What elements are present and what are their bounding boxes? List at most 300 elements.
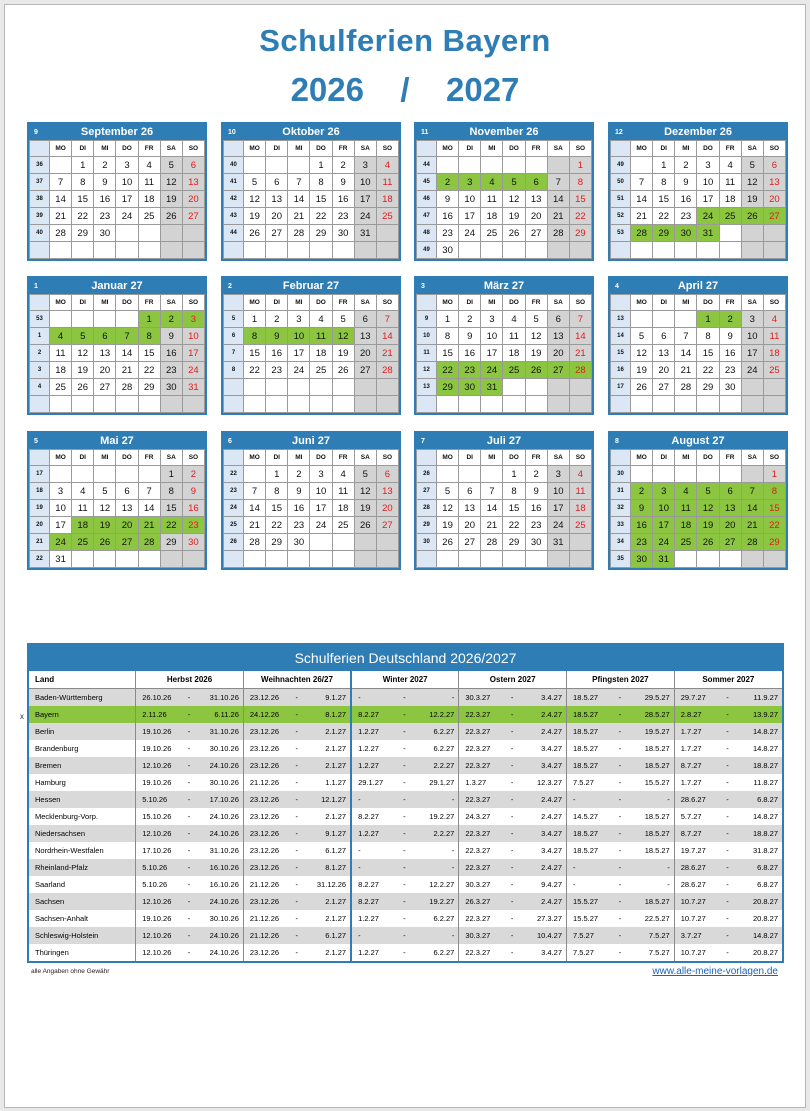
weekday-label: SO xyxy=(376,295,398,311)
day-cell: 9 xyxy=(675,174,697,191)
day-cell xyxy=(525,379,547,396)
day-cell: 19 xyxy=(525,345,547,362)
start-date: 7.5.27 xyxy=(567,774,614,791)
start-date: 22.3.27 xyxy=(459,706,506,723)
day-cell: 14 xyxy=(50,191,72,208)
day-cell: 10 xyxy=(288,328,310,345)
week-number: 14 xyxy=(611,328,631,345)
day-cell: 21 xyxy=(50,208,72,225)
month-calendar xyxy=(27,431,207,570)
day-cell: 17 xyxy=(354,191,376,208)
start-date: 22.3.27 xyxy=(459,859,506,876)
start-date: 29.7.27 xyxy=(674,689,721,707)
start-date: 1.2.27 xyxy=(351,910,398,927)
calendar-week-row xyxy=(417,191,592,208)
calendar-week-row xyxy=(611,362,786,379)
start-date: 8.7.27 xyxy=(674,825,721,842)
end-date: 6.11.26 xyxy=(195,706,243,723)
day-cell: 18 xyxy=(138,191,160,208)
weekday-label: DO xyxy=(310,295,332,311)
day-cell xyxy=(547,242,569,259)
week-number: 7 xyxy=(224,345,244,362)
day-cell: 22 xyxy=(653,208,675,225)
calendar-week-row xyxy=(611,534,786,551)
calendar-week-row xyxy=(224,157,399,174)
week-number: 37 xyxy=(30,174,50,191)
day-cell xyxy=(332,396,354,413)
day-cell: 28 xyxy=(116,379,138,396)
day-cell: 14 xyxy=(376,328,398,345)
day-cell: 20 xyxy=(763,191,785,208)
day-cell: 10 xyxy=(116,174,138,191)
week-number xyxy=(417,551,437,568)
weekday-label: MO xyxy=(50,295,72,311)
day-cell: 17 xyxy=(459,208,481,225)
month-header xyxy=(29,433,205,449)
start-date: 22.3.27 xyxy=(459,740,506,757)
day-cell: 6 xyxy=(376,466,398,483)
day-cell: 21 xyxy=(547,208,569,225)
week-number: 6 xyxy=(224,328,244,345)
start-date: 8.2.27 xyxy=(351,876,398,893)
day-cell: 23 xyxy=(631,534,653,551)
day-cell: 6 xyxy=(459,483,481,500)
weekday-label: DO xyxy=(116,295,138,311)
header-ostern: Ostern 2027 xyxy=(459,671,567,689)
start-date: 1.2.27 xyxy=(351,723,398,740)
weekday-label: DI xyxy=(459,450,481,466)
day-cell: 31 xyxy=(547,534,569,551)
day-cell: 7 xyxy=(675,328,697,345)
weekday-label: SA xyxy=(160,141,182,157)
week-number: 49 xyxy=(611,157,631,174)
month-calendar xyxy=(608,431,788,570)
day-cell: 2 xyxy=(675,157,697,174)
weekday-label: FR xyxy=(332,295,354,311)
day-cell xyxy=(697,466,719,483)
date-separator: - xyxy=(618,812,622,821)
day-cell: 11 xyxy=(72,500,94,517)
day-cell: 12 xyxy=(741,174,763,191)
day-cell: 14 xyxy=(288,191,310,208)
weekday-label: MO xyxy=(244,141,266,157)
day-cell: 21 xyxy=(631,208,653,225)
day-cell xyxy=(94,466,116,483)
page-title: Schulferien Bayern xyxy=(259,23,551,58)
day-cell: 4 xyxy=(332,466,354,483)
start-date: 23.12.26 xyxy=(243,893,290,910)
weekday-header-row xyxy=(611,141,786,157)
calendar-week-row xyxy=(417,208,592,225)
date-separator: - xyxy=(506,706,518,723)
day-cell xyxy=(525,157,547,174)
day-cell: 2 xyxy=(182,466,204,483)
day-cell xyxy=(631,157,653,174)
week-number-header xyxy=(611,295,631,311)
day-cell: 15 xyxy=(569,191,591,208)
day-cell: 20 xyxy=(525,208,547,225)
day-cell: 18 xyxy=(376,191,398,208)
start-date: 18.5.27 xyxy=(567,689,614,707)
start-date: 10.7.27 xyxy=(674,893,721,910)
start-date: 23.12.26 xyxy=(243,808,290,825)
day-cell: 28 xyxy=(481,534,503,551)
state-name: Niedersachsen xyxy=(29,825,136,842)
weekday-label: DI xyxy=(653,141,675,157)
week-number-header xyxy=(224,295,244,311)
calendar-week-row xyxy=(611,174,786,191)
date-separator: - xyxy=(614,791,626,808)
day-cell: 13 xyxy=(547,328,569,345)
calendar-week-row xyxy=(30,551,205,568)
end-date: 2.1.27 xyxy=(325,948,347,957)
end-date: 7.5.27 xyxy=(648,948,670,957)
calendar-week-row xyxy=(417,328,592,345)
end-date: 28.5.27 xyxy=(626,706,674,723)
date-separator: - xyxy=(510,778,514,787)
day-cell: 3 xyxy=(354,157,376,174)
calendar-week-row xyxy=(611,379,786,396)
day-cell: 12 xyxy=(160,174,182,191)
start-date: 12.10.26 xyxy=(136,893,183,910)
day-cell: 5 xyxy=(741,157,763,174)
start-date: 19.10.26 xyxy=(136,774,183,791)
end-date: - xyxy=(667,880,670,889)
day-cell: 20 xyxy=(354,345,376,362)
start-date: 7.5.27 xyxy=(567,944,614,961)
week-number xyxy=(224,242,244,259)
end-date: 22.5.27 xyxy=(644,914,670,923)
start-date: 18.5.27 xyxy=(567,757,614,774)
day-cell: 31 xyxy=(697,225,719,242)
date-separator: - xyxy=(398,757,410,774)
day-cell: 30 xyxy=(437,242,459,259)
end-date: 29.5.27 xyxy=(626,689,674,707)
weekday-label: SO xyxy=(182,450,204,466)
end-date: 16.10.26 xyxy=(195,859,243,876)
start-date: 12.10.26 xyxy=(136,944,183,961)
day-cell: 17 xyxy=(547,500,569,517)
day-cell: 27 xyxy=(182,208,204,225)
weekday-label: MO xyxy=(50,450,72,466)
day-cell: 1 xyxy=(310,157,332,174)
end-date: 6.1.27 xyxy=(325,846,347,855)
day-cell: 8 xyxy=(653,174,675,191)
weekday-header-row xyxy=(30,450,205,466)
calendar-week-row xyxy=(417,483,592,500)
weekday-label: MI xyxy=(94,295,116,311)
date-separator: - xyxy=(722,689,734,707)
day-cell: 18 xyxy=(310,345,332,362)
start-date: 22.3.27 xyxy=(459,825,506,842)
weekday-label: FR xyxy=(719,295,741,311)
start-date: 30.3.27 xyxy=(459,876,506,893)
week-number: 23 xyxy=(224,483,244,500)
day-cell: 8 xyxy=(72,174,94,191)
day-cell: 22 xyxy=(503,517,525,534)
day-cell xyxy=(94,311,116,328)
calendar-week-row xyxy=(417,517,592,534)
start-date: 28.6.27 xyxy=(674,859,721,876)
day-cell: 25 xyxy=(50,379,72,396)
weekday-label: SO xyxy=(763,141,785,157)
website-link[interactable]: www.alle-meine-vorlagen.de xyxy=(652,966,778,977)
day-cell xyxy=(459,242,481,259)
start-date: 15.10.26 xyxy=(136,808,183,825)
week-number: 29 xyxy=(417,517,437,534)
day-cell: 18 xyxy=(332,500,354,517)
day-cell xyxy=(719,466,741,483)
end-date: 18.5.27 xyxy=(644,744,670,753)
date-separator: - xyxy=(614,927,626,944)
day-cell xyxy=(50,311,72,328)
day-cell: 10 xyxy=(459,191,481,208)
calendar-week-row xyxy=(224,345,399,362)
calendar-week-row xyxy=(30,174,205,191)
day-cell: 13 xyxy=(354,328,376,345)
calendar-week-row xyxy=(224,225,399,242)
day-cell: 22 xyxy=(569,208,591,225)
day-cell xyxy=(310,242,332,259)
month-header xyxy=(29,124,205,140)
weekday-label: DO xyxy=(310,141,332,157)
day-cell xyxy=(244,466,266,483)
month-number: 3 xyxy=(421,282,425,290)
weekday-label: MI xyxy=(481,450,503,466)
day-cell: 30 xyxy=(525,534,547,551)
state-name: Rheinland-Pfalz xyxy=(29,859,136,876)
day-cell xyxy=(182,396,204,413)
weekday-label: DO xyxy=(116,450,138,466)
calendar-week-row xyxy=(224,466,399,483)
date-separator: - xyxy=(398,825,410,842)
month-name: Dezember 26 xyxy=(664,126,732,138)
weekday-label: MO xyxy=(631,295,653,311)
table-row xyxy=(29,825,782,842)
week-number: 34 xyxy=(611,534,631,551)
month-number: 8 xyxy=(615,437,619,445)
calendar-week-row xyxy=(611,208,786,225)
header-pfingsten: Pfingsten 2027 xyxy=(567,671,675,689)
day-cell: 12 xyxy=(525,328,547,345)
day-cell: 4 xyxy=(481,174,503,191)
date-separator: - xyxy=(614,689,626,707)
weekday-label: FR xyxy=(138,141,160,157)
weekday-label: FR xyxy=(719,141,741,157)
week-number: 22 xyxy=(30,551,50,568)
month-calendar xyxy=(414,431,594,570)
date-separator: - xyxy=(726,948,729,957)
day-cell: 20 xyxy=(182,191,204,208)
day-cell: 6 xyxy=(719,483,741,500)
holiday-table xyxy=(27,643,784,963)
day-cell: 7 xyxy=(741,483,763,500)
day-cell: 15 xyxy=(266,500,288,517)
start-date: 24.12.26 xyxy=(243,706,290,723)
month-name: Juni 27 xyxy=(292,435,330,447)
day-cell: 28 xyxy=(244,534,266,551)
day-cell xyxy=(503,157,525,174)
weekday-label: MI xyxy=(288,450,310,466)
start-date: 30.3.27 xyxy=(459,927,506,944)
weekday-label: DI xyxy=(653,295,675,311)
week-number xyxy=(224,379,244,396)
date-separator: - xyxy=(398,893,410,910)
day-cell: 19 xyxy=(697,517,719,534)
day-cell: 19 xyxy=(631,362,653,379)
date-separator: - xyxy=(403,744,406,753)
day-cell: 24 xyxy=(116,208,138,225)
day-cell: 5 xyxy=(72,328,94,345)
date-separator: - xyxy=(510,812,514,821)
day-cell: 30 xyxy=(719,379,741,396)
day-cell: 4 xyxy=(503,311,525,328)
header-land: Land xyxy=(29,671,136,689)
end-date: - xyxy=(410,791,458,808)
day-cell xyxy=(376,396,398,413)
start-date: 1.2.27 xyxy=(351,825,398,842)
month-number: 7 xyxy=(421,437,425,445)
date-separator: - xyxy=(510,846,514,855)
start-date: 14.5.27 xyxy=(567,808,614,825)
day-cell: 21 xyxy=(244,517,266,534)
date-separator: - xyxy=(510,914,514,923)
calendar-week-row xyxy=(30,534,205,551)
date-separator: - xyxy=(295,914,298,923)
day-cell: 9 xyxy=(631,500,653,517)
day-cell xyxy=(116,551,138,568)
weekday-label: SO xyxy=(569,295,591,311)
day-cell: 26 xyxy=(741,208,763,225)
day-cell xyxy=(719,242,741,259)
start-date: 30.3.27 xyxy=(459,689,506,707)
week-number: 9 xyxy=(417,311,437,328)
table-row xyxy=(29,927,782,944)
start-date: 22.3.27 xyxy=(459,757,506,774)
end-date: 30.10.26 xyxy=(209,744,239,753)
weekday-label: MO xyxy=(437,450,459,466)
day-cell xyxy=(332,242,354,259)
day-cell: 13 xyxy=(266,191,288,208)
month-number: 2 xyxy=(228,282,232,290)
end-date: 12.2.27 xyxy=(429,880,455,889)
date-separator: - xyxy=(614,706,626,723)
date-separator: - xyxy=(187,880,191,889)
year-end: 2027 xyxy=(446,71,520,108)
start-date: 23.12.26 xyxy=(243,944,290,961)
calendar-week-row xyxy=(417,225,592,242)
calendar-week-row xyxy=(30,466,205,483)
end-date: 20.8.27 xyxy=(734,893,782,910)
day-cell: 9 xyxy=(94,174,116,191)
day-cell: 26 xyxy=(332,362,354,379)
day-cell: 30 xyxy=(631,551,653,568)
month-header xyxy=(610,278,786,294)
week-number: 28 xyxy=(417,500,437,517)
day-cell xyxy=(310,534,332,551)
day-cell xyxy=(569,551,591,568)
day-cell: 22 xyxy=(437,362,459,379)
end-date: 1.1.27 xyxy=(325,778,347,787)
day-cell xyxy=(763,551,785,568)
day-cell: 21 xyxy=(675,362,697,379)
day-cell: 23 xyxy=(459,362,481,379)
month-number: 6 xyxy=(228,437,232,445)
day-cell xyxy=(138,466,160,483)
day-cell xyxy=(437,396,459,413)
week-number: 52 xyxy=(611,208,631,225)
day-cell: 31 xyxy=(653,551,675,568)
day-cell: 17 xyxy=(310,500,332,517)
day-cell: 7 xyxy=(547,174,569,191)
date-separator: - xyxy=(291,723,303,740)
day-cell: 13 xyxy=(116,500,138,517)
day-cell: 3 xyxy=(182,311,204,328)
day-cell: 3 xyxy=(547,466,569,483)
day-cell: 5 xyxy=(354,466,376,483)
day-cell: 29 xyxy=(569,225,591,242)
day-cell: 18 xyxy=(503,345,525,362)
date-separator: - xyxy=(295,812,298,821)
day-cell: 22 xyxy=(697,362,719,379)
day-cell: 6 xyxy=(763,157,785,174)
calendar-week-row xyxy=(611,517,786,534)
day-cell xyxy=(116,225,138,242)
day-cell: 21 xyxy=(288,208,310,225)
end-date: 2.2.27 xyxy=(410,757,458,774)
date-separator: - xyxy=(295,846,298,855)
end-date: 2.1.27 xyxy=(303,723,351,740)
day-cell: 17 xyxy=(182,345,204,362)
date-separator: - xyxy=(722,927,734,944)
day-cell xyxy=(288,379,310,396)
date-separator: - xyxy=(398,791,410,808)
day-cell xyxy=(72,551,94,568)
start-date: 1.7.27 xyxy=(674,740,721,757)
day-cell: 5 xyxy=(503,174,525,191)
start-date: 15.5.27 xyxy=(567,893,614,910)
date-separator: - xyxy=(510,744,514,753)
week-number-header xyxy=(30,141,50,157)
day-cell: 10 xyxy=(310,483,332,500)
day-cell: 26 xyxy=(160,208,182,225)
day-cell xyxy=(503,396,525,413)
day-cell: 10 xyxy=(547,483,569,500)
end-date: 13.9.27 xyxy=(734,706,782,723)
month-header xyxy=(223,124,399,140)
day-cell: 23 xyxy=(675,208,697,225)
start-date: 1.3.27 xyxy=(459,774,506,791)
day-cell: 9 xyxy=(459,328,481,345)
day-cell xyxy=(376,225,398,242)
day-cell: 1 xyxy=(697,311,719,328)
start-date: 22.3.27 xyxy=(459,791,506,808)
day-cell: 9 xyxy=(525,483,547,500)
day-cell: 23 xyxy=(332,208,354,225)
end-date: 3.4.27 xyxy=(518,825,566,842)
calendar-week-row xyxy=(417,242,592,259)
month-header xyxy=(223,433,399,449)
end-date: 14.8.27 xyxy=(752,744,778,753)
end-date: 18.5.27 xyxy=(626,825,674,842)
day-cell: 2 xyxy=(288,466,310,483)
day-cell: 7 xyxy=(481,483,503,500)
weekday-header-row xyxy=(224,141,399,157)
month-calendar xyxy=(221,276,401,415)
weekday-label: SO xyxy=(182,141,204,157)
start-date: 10.7.27 xyxy=(674,944,721,961)
weekday-label: MI xyxy=(675,295,697,311)
